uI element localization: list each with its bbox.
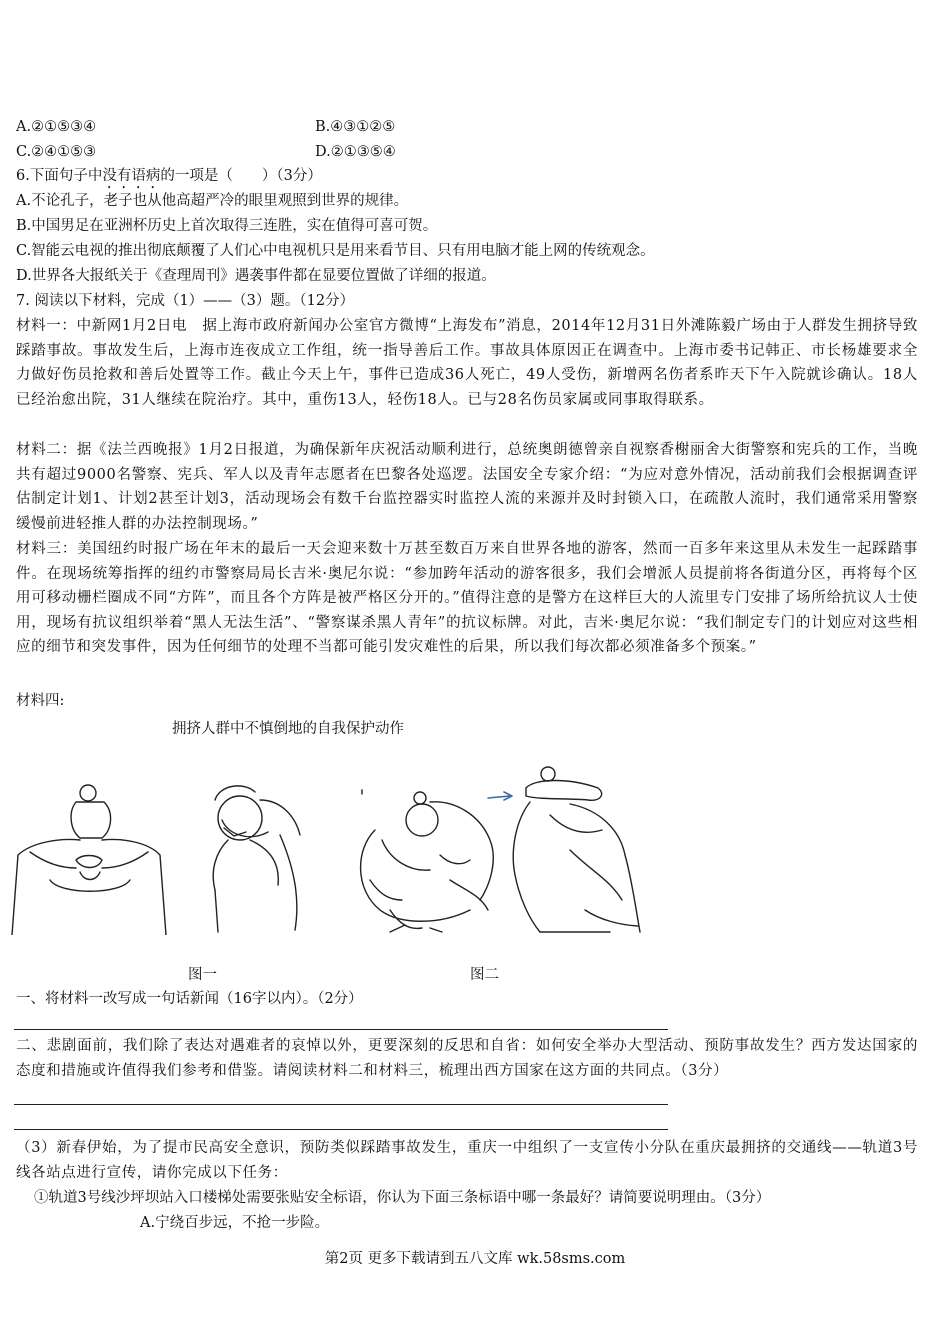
figure1-side-view-drawing [213, 786, 300, 932]
figure1-back-view-drawing [12, 785, 166, 935]
q5-option-c: C.②④①⑤③ [16, 144, 97, 160]
figure2-sitting-drawing [488, 767, 640, 932]
q6-stem-suffix: 的一项是（ ）（3分） [160, 168, 322, 184]
figure-1-caption: 图一 [188, 967, 217, 983]
material-4-label: 材料四: [16, 693, 65, 709]
q6-stem-emphasis: 没有语病 [102, 168, 161, 184]
material-1: 材料一：中新网1月2日电 据上海市政府新闻办公室官方微博“上海发布”消息，2014年12月31日外滩陈毅广场由于人群发生拥挤导致踩踏事故。事故发生后，上海市连夜成立工作组，统一指导善后工作。事故具体原因正在调查中。上海市委书记韩正、市长杨雄要求全力做好伤员抢救和善后处置等工作。截止今天上午，事件已造成36人死亡，49人受伤，新增两名伤者系昨天下午入院就诊确认。18人已经治愈出院，31人继续在院治疗。其中，重伤13人，轻伤18人。已与28名伤员家属或同事取得联系。 [16, 318, 918, 408]
q6-stem-prefix: 6.下面句子中 [16, 168, 103, 184]
q6-stem [16, 167, 322, 192]
q6-option-c: C.智能云电视的推出彻底颠覆了人们心中电视机只是用来看节目、只有用电脑才能上网的传统观念。 [16, 243, 655, 259]
figure-title: 拥挤人群中不慎倒地的自我保护动作 [172, 721, 404, 737]
material-2: 材料二：据《法兰西晚报》1月2日报道，为确保新年庆祝活动顺利进行，总统奥朗德曾亲自视察香榭丽舍大街警察和宪兵的工作，当晚共有超过9000名警察、宪兵、军人以及青年志愿者在巴黎各处巡逻。法国安全专家介绍：“为应对意外情况，活动前我们会根据调查评估制定计划1、计划2甚至计划3，活动现场会有数千台监控器实时监控人流的来源并及时封锁入口，在疏散人流时，我们通常采用警察缓慢前进轻推人群的办法控制现场。” [16, 442, 918, 532]
q6-option-a: A.不论孔子，老子也从他高超严冷的眼里观照到世界的规律。 [16, 193, 409, 209]
figure-2-caption: 图二 [470, 967, 499, 983]
q5-option-d: D.②①③⑤④ [315, 144, 396, 160]
page-footer: 第2页 更多下载请到五八文库 wk.58sms.com [324, 1251, 626, 1267]
figure2-kneeling-drawing [361, 790, 494, 932]
q5-option-a: A.②①⑤③④ [16, 119, 97, 135]
sub-question-2: 二、悲剧面前，我们除了表达对遇难者的哀悼以外，更要深刻的反思和自省：如何安全举办大型活动、预防事故发生？西方发达国家的态度和措施或许值得我们参考和借鉴。请阅读材料二和材料三，梳理出西方国家在这方面的共同点。（3分） [16, 1038, 918, 1079]
slogan-option-a: A.宁绕百步远，不抢一步险。 [140, 1215, 330, 1231]
sub-question-3-task-1: ①轨道3号线沙坪坝站入口楼梯处需要张贴安全标语，你认为下面三条标语中哪一条最好？请简要说明理由。（3分） [34, 1190, 771, 1206]
sub-question-3: （3）新春伊始，为了提市民高安全意识，预防类似踩踏事故发生，重庆一中组织了一支宣传小分队在重庆最拥挤的交通线——轨道3号线各站点进行宣传，请你完成以下任务： [16, 1140, 918, 1181]
q6-option-b: B.中国男足在亚洲杯历史上首次取得三连胜，实在值得可喜可贺。 [16, 218, 438, 234]
q5-option-b: B.④③①②⑤ [315, 119, 396, 135]
self-protection-illustration [10, 760, 670, 935]
answer-line-3[interactable] [14, 1129, 668, 1130]
q7-heading: 7. 阅读以下材料，完成（1）——（3）题。（12分） [16, 293, 355, 309]
sub-question-1: 一、将材料一改写成一句话新闻（16字以内）。（2分） [16, 991, 363, 1007]
answer-line-1[interactable] [14, 1029, 668, 1030]
q6-option-d: D.世界各大报纸关于《查理周刊》遇袭事件都在显要位置做了详细的报道。 [16, 268, 496, 284]
material-3: 材料三：美国纽约时报广场在年末的最后一天会迎来数十万甚至数百万来自世界各地的游客，然而一百多年来这里从未发生一起踩踏事件。在现场统筹指挥的纽约市警察局局长吉米·奥尼尔说：“参加跨年活动的游客很多，我们会增派人员提前将各街道分区，再将每个区用可移动栅栏圈成不同“方阵”，而且各个方阵是被严格区分开的。”值得注意的是警方在这样巨大的人流里专门安排了场所给抗议人士使用，现场有抗议组织举着“黑人无法生活”、“警察谋杀黑人青年”的抗议标牌。对此，吉米·奥尼尔说：“我们制定专门的计划应对这些相应的细节和突发事件，因为任何细节的处理不当都可能引发灾难性的后果，所以我们每次都必须准备多个预案。” [16, 541, 918, 655]
answer-line-2[interactable] [14, 1104, 668, 1105]
